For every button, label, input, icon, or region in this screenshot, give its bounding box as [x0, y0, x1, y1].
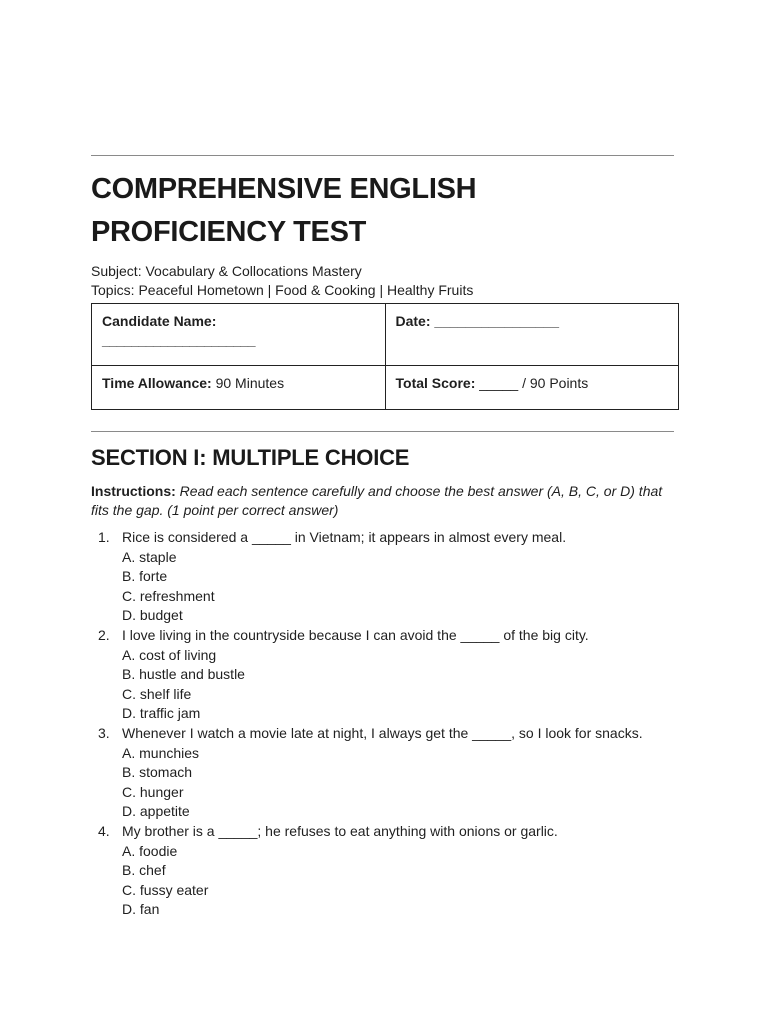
total-score-label: Total Score:	[395, 375, 476, 391]
answer-option: B. stomach	[122, 764, 193, 781]
question-item	[91, 822, 671, 920]
answer-option: A. staple	[122, 548, 177, 565]
date-label: Date:	[395, 313, 431, 329]
question-number: 4.	[98, 822, 110, 839]
question-number: 1.	[98, 529, 110, 545]
answer-option: A. foodie	[122, 842, 178, 859]
question-text: My brother is a _____; he refuses to eat anything with onions or garlic.	[122, 822, 558, 839]
candidate-name-label: Candidate Name:	[102, 313, 217, 329]
answer-option: B. chef	[122, 862, 166, 879]
answer-option: D. traffic jam	[122, 705, 201, 722]
question-number: 2.	[98, 626, 110, 643]
answer-option: D. budget	[122, 607, 183, 624]
answer-option: C. shelf life	[122, 685, 192, 702]
instructions-text: Read each sentence carefully and choose the best answer (A, B, C, or D) that fits the gap. (1 point per correct answer)	[91, 483, 663, 518]
subject-line: Subject: Vocabulary & Collocations Mastery	[91, 263, 362, 279]
instructions	[91, 482, 671, 520]
question-item	[91, 528, 671, 626]
answer-option: A. munchies	[122, 744, 200, 761]
topics-line: Topics: Peaceful Hometown | Food & Cooking | Healthy Fruits	[91, 282, 474, 298]
answer-option: B. hustle and bustle	[122, 666, 245, 683]
top-divider	[91, 155, 674, 156]
total-score-value: _____ / 90 Points	[479, 375, 589, 391]
instructions-label: Instructions:	[91, 483, 176, 499]
answer-option: B. forte	[122, 568, 168, 585]
time-allowance-label: Time Allowance:	[102, 375, 212, 391]
question-item	[91, 626, 671, 724]
answer-option: A. cost of living	[122, 646, 217, 663]
question-text: I love living in the countryside because I can avoid the _____ of the big city.	[122, 626, 589, 643]
answer-option: C. refreshment	[122, 587, 215, 604]
candidate-name-blank: _____________________	[102, 332, 256, 348]
test-meta	[91, 262, 473, 300]
question-item	[91, 724, 671, 822]
answer-option: C. hunger	[122, 783, 184, 800]
time-allowance-cell	[92, 366, 386, 410]
question-text: Rice is considered a _____ in Vietnam; it appears in almost every meal.	[122, 529, 567, 545]
section-divider	[91, 431, 674, 432]
question-text: Whenever I watch a movie late at night, I always get the _____, so I look for snacks.	[122, 724, 643, 741]
date-cell	[385, 304, 679, 366]
test-title: COMPREHENSIVE ENGLISH PROFICIENCY TEST	[91, 173, 477, 248]
candidate-info-table	[91, 303, 679, 410]
date-blank: ________________	[434, 313, 559, 329]
answer-option: C. fussy eater	[122, 881, 209, 898]
answer-option: D. fan	[122, 901, 160, 918]
section-title: SECTION I: MULTIPLE CHOICE	[91, 445, 410, 470]
answer-option: D. appetite	[122, 803, 190, 820]
total-score-cell	[385, 366, 679, 410]
candidate-name-cell	[92, 304, 386, 366]
question-list	[91, 528, 671, 920]
question-number: 3.	[98, 724, 110, 741]
time-allowance-value: 90 Minutes	[215, 375, 285, 391]
